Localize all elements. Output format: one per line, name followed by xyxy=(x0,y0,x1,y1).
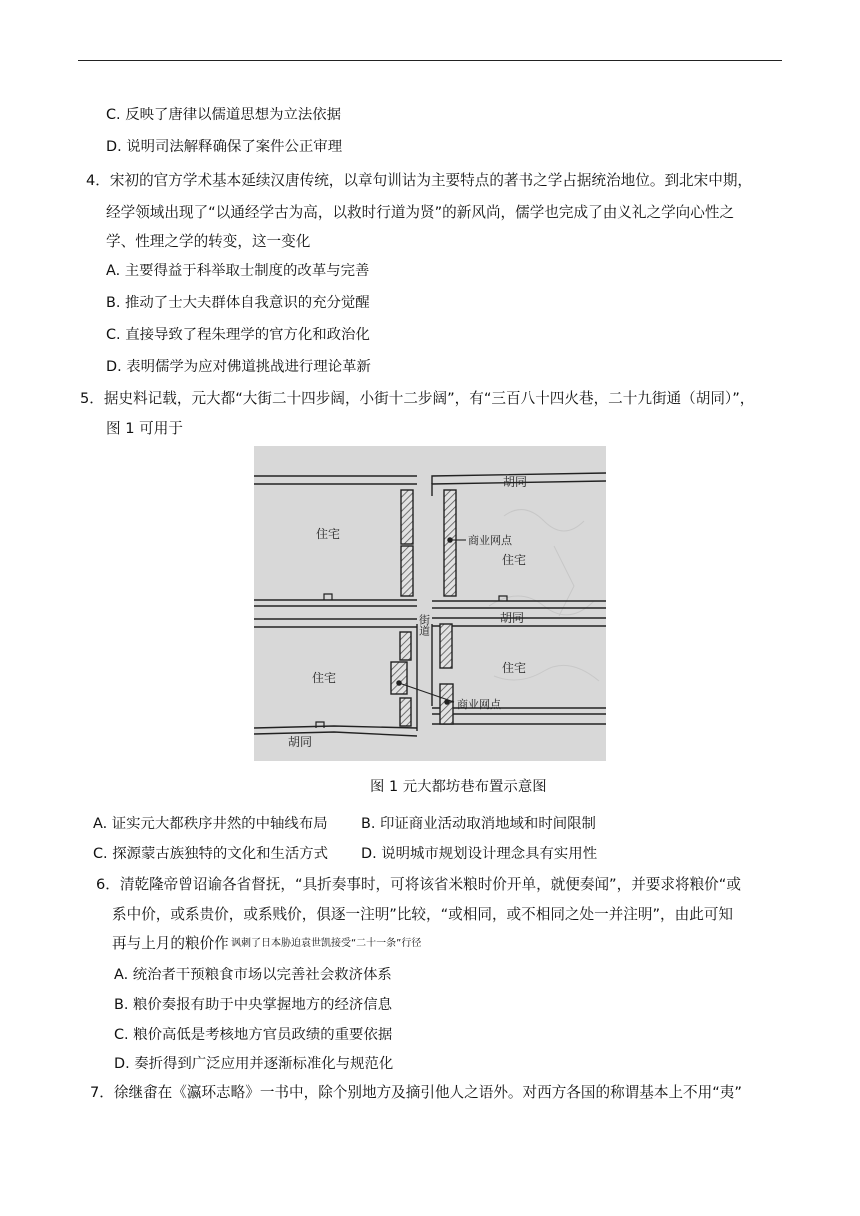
q4-stem-line-2: 经学领域出现了“以通经学古为高，以救时行道为贤”的新风尚，儒学也完成了由义礼之学向心性之 xyxy=(106,204,735,221)
q5-stem-line-1: 5．据史料记载，元大都“大街二十四步阔，小街十二步阔”，有“三百八十四火巷，二十九街通（胡同）”， xyxy=(80,390,755,407)
label-residence-top-left: 住宅 xyxy=(316,527,341,541)
label-hutong-bottom: 胡同 xyxy=(288,735,313,749)
q4-stem-line-3: 学、性理之学的转变，这一变化 xyxy=(106,233,311,250)
q5-option-a[interactable]: A. 证实元大都秩序井然的中轴线布局 xyxy=(93,816,328,832)
header-rule xyxy=(78,60,782,61)
q4-stem-line-1: 4．宋初的官方学术基本延续汉唐传统，以章句训诂为主要特点的著书之学占据统治地位。到北宋中期， xyxy=(86,172,753,189)
q6-option-d[interactable]: D. 奏折得到广泛应用并逐渐标准化与规范化 xyxy=(114,1056,394,1072)
figure-caption: 图 1 元大都坊巷布置示意图 xyxy=(370,779,547,795)
q6-option-b[interactable]: B. 粮价奏报有助于中央掌握地方的经济信息 xyxy=(114,997,393,1013)
label-hutong-middle: 胡同 xyxy=(500,611,525,625)
q4-option-d[interactable]: D. 表明儒学为应对佛道挑战进行理论革新 xyxy=(106,359,371,375)
q4-option-b[interactable]: B. 推动了士大夫群体自我意识的充分觉醒 xyxy=(106,295,370,311)
q5-option-c[interactable]: C. 探源蒙古族独特的文化和生活方式 xyxy=(93,846,329,862)
overlay-text: 讽刺了日本胁迫袁世凯接受“二十一条”行径 xyxy=(231,938,422,949)
q4-option-a[interactable]: A. 主要得益于科举取士制度的改革与完善 xyxy=(106,263,370,279)
q7-stem-line-1: 7．徐继畬在《瀛环志略》一书中，除个别地方及摘引他人之语外。对西方各国的称谓基本上不用“夷” xyxy=(90,1084,742,1101)
q5-option-b[interactable]: B. 印证商业活动取消地域和时间限制 xyxy=(361,816,596,832)
q6-stem-line-3: 再与上月的粮价作 xyxy=(112,935,229,952)
label-residence-top-right: 住宅 xyxy=(502,553,527,567)
prev-option-c[interactable]: C. 反映了唐律以儒道思想为立法依据 xyxy=(106,107,342,123)
label-residence-bottom-left: 住宅 xyxy=(312,671,337,685)
label-street: 街道 xyxy=(417,614,431,636)
label-commerce-top: 商业网点 xyxy=(468,534,512,547)
q6-option-a[interactable]: A. 统治者干预粮食市场以完善社会救济体系 xyxy=(114,967,392,983)
q6-stem-line-1: 6．清乾隆帝曾诏谕各省督抚，“具折奏事时，可将该省米粮时价开单，就便奏闻”，并要求将粮价“或 xyxy=(96,876,741,893)
label-commerce-bottom: 商业网点 xyxy=(457,698,501,711)
q5-option-d[interactable]: D. 说明城市规划设计理念具有实用性 xyxy=(361,846,598,862)
label-residence-bottom-right: 住宅 xyxy=(502,661,527,675)
q6-stem-line-2: 系中价，或系贵价，或系贱价，俱逐一注明”比较，“或相同，或不相同之处一并注明”，由此可知 xyxy=(112,906,734,923)
city-layout-figure xyxy=(254,446,606,761)
q4-option-c[interactable]: C. 直接导致了程朱理学的官方化和政治化 xyxy=(106,327,370,343)
label-hutong-top: 胡同 xyxy=(503,475,528,489)
q6-option-c[interactable]: C. 粮价高低是考核地方官员政绩的重要依据 xyxy=(114,1027,393,1043)
prev-option-d[interactable]: D. 说明司法解释确保了案件公正审理 xyxy=(106,139,343,155)
q5-stem-line-2: 图 1 可用于 xyxy=(106,420,183,437)
